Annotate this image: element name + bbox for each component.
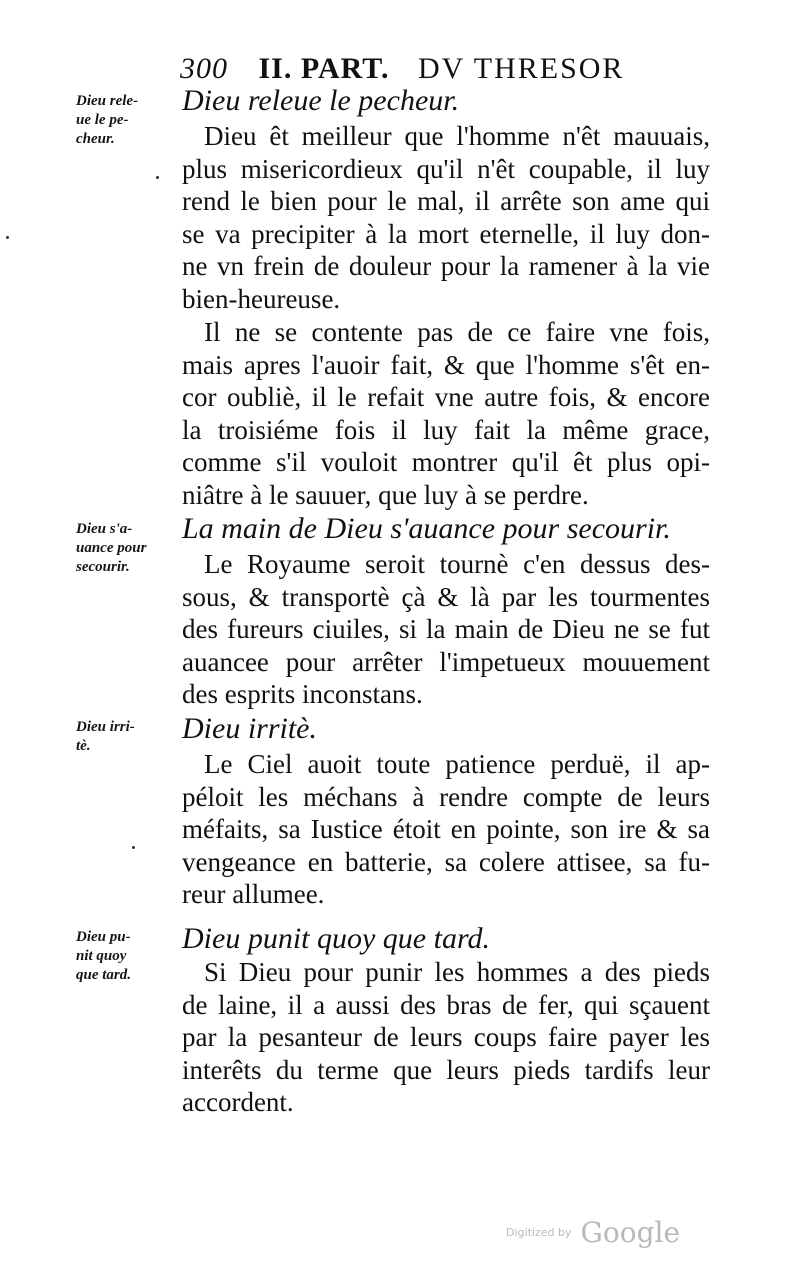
paragraph bbox=[182, 748, 710, 911]
margin-note-1 bbox=[76, 92, 176, 149]
text-line: cor oubliè, il le refait vne autre fois, & encore bbox=[182, 382, 710, 413]
text-line: accordent. bbox=[182, 1087, 294, 1118]
text-line: sous, & transportè çà & là par les tourmentes bbox=[182, 581, 710, 612]
margin-note-line: tè. bbox=[76, 738, 91, 754]
paragraph bbox=[182, 120, 710, 316]
part-label: II. PART. bbox=[258, 52, 390, 85]
text-line: interêts du terme que leurs pieds tardifs leur bbox=[182, 1054, 710, 1085]
text-line: méfaits, sa Iustice étoit en pointe, son ire & sa bbox=[182, 814, 710, 845]
text-line: Le Royaume seroit tournè c'en dessus des- bbox=[204, 549, 710, 579]
google-logo-text: Google bbox=[580, 1216, 681, 1249]
margin-note-line: que tard. bbox=[76, 967, 132, 983]
text-line: des esprits inconstans. bbox=[182, 679, 423, 710]
text-line: Dieu êt meilleur que l'homme n'êt mauuais, bbox=[204, 121, 710, 151]
text-line: bien-heureuse. bbox=[182, 283, 341, 314]
section-heading-1: Dieu releue le pecheur. bbox=[182, 84, 460, 117]
margin-note-4 bbox=[76, 928, 176, 985]
text-line: par la pesanteur de leurs coups faire payer les bbox=[182, 1022, 710, 1053]
text-line: se va precipiter à la mort eternelle, il luy don- bbox=[182, 218, 710, 249]
margin-note-line: Dieu rele- bbox=[76, 93, 139, 109]
margin-note-2 bbox=[76, 520, 176, 577]
margin-note-line: nit quoy bbox=[76, 948, 127, 964]
text-line: Si Dieu pour punir les hommes a des pieds bbox=[204, 957, 710, 987]
text-line: auancee pour arrêter l'impetueux mouuement bbox=[182, 646, 710, 677]
section-heading-3: Dieu irritè. bbox=[182, 712, 317, 745]
margin-note-line: ue le pe- bbox=[76, 112, 129, 128]
margin-note-line: Dieu s'a- bbox=[76, 521, 133, 537]
paragraph bbox=[182, 316, 710, 512]
text-line: reur allumee. bbox=[182, 879, 325, 910]
text-line: de laine, il a aussi des bras de fer, qui sçauent bbox=[182, 989, 710, 1020]
text-line: des fureurs ciuiles, si la main de Dieu ne se fut bbox=[182, 614, 710, 645]
margin-note-line: secourir. bbox=[76, 559, 130, 575]
section-heading-2: La main de Dieu s'auance pour secourir. bbox=[182, 512, 671, 545]
text-line: plus misericordieux qu'il n'êt coupable, il luy bbox=[182, 153, 710, 184]
text-line: mais apres l'auoir fait, & que l'homme s'êt en- bbox=[182, 349, 710, 380]
margin-note-line: uance pour bbox=[76, 540, 147, 556]
text-line: rend le bien pour le mal, il arrête son ame qui bbox=[182, 186, 710, 217]
margin-note-line: Dieu irri- bbox=[76, 719, 135, 735]
section-heading-4: Dieu punit quoy que tard. bbox=[182, 922, 491, 955]
margin-note-line: Dieu pu- bbox=[76, 929, 131, 945]
text-line: ne vn frein de douleur pour la ramener à la vie bbox=[182, 251, 710, 282]
watermark-small-text: Digitized by bbox=[506, 1226, 572, 1239]
text-line: comme s'il vouloit montrer qu'il êt plus opi- bbox=[182, 447, 710, 478]
text-line: Le Ciel auoit toute patience perduë, il ap- bbox=[204, 749, 710, 779]
scan-speck bbox=[156, 176, 159, 179]
text-line: la troisiéme fois il luy fait la même grace, bbox=[182, 414, 710, 445]
paragraph bbox=[182, 956, 710, 1119]
text-line: péloit les méchans à rendre compte de leurs bbox=[182, 781, 710, 812]
scan-speck bbox=[132, 846, 135, 849]
paragraph bbox=[182, 548, 710, 711]
scan-speck bbox=[6, 236, 9, 239]
margin-note-3 bbox=[76, 718, 176, 756]
page-number: 300 bbox=[180, 52, 228, 85]
book-title: DV THRESOR bbox=[418, 52, 625, 85]
margin-note-line: cheur. bbox=[76, 131, 115, 147]
text-line: niâtre à le sauuer, que luy à se perdre. bbox=[182, 479, 589, 510]
text-line: vengeance en batterie, sa colere attisee, sa fu- bbox=[182, 846, 710, 877]
digitized-watermark bbox=[506, 1216, 696, 1256]
text-line: Il ne se contente pas de ce faire vne fois, bbox=[204, 317, 710, 347]
